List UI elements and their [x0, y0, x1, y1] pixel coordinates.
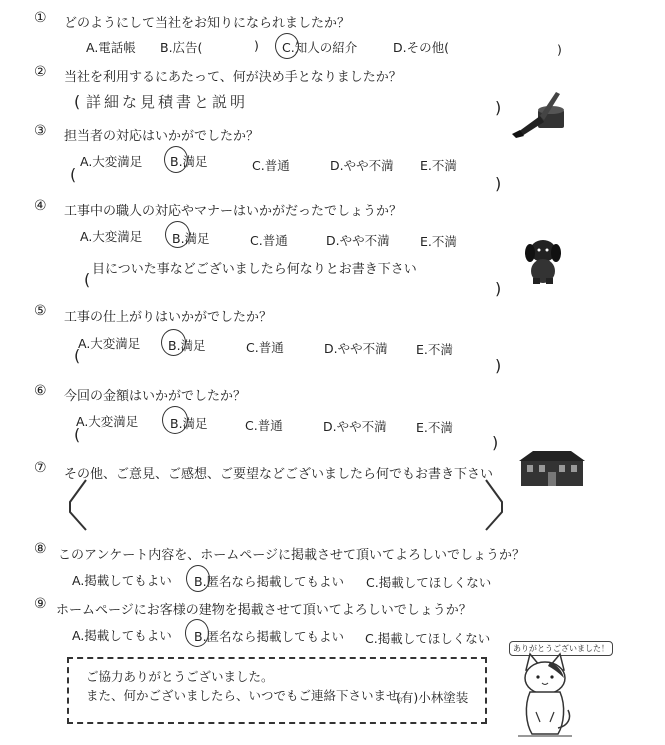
- q3-option-c[interactable]: C.普通: [252, 158, 290, 173]
- q5-question: 工事の仕上がりはいかがでしたか？: [64, 310, 273, 325]
- q3-option-e[interactable]: E.不満: [420, 158, 457, 173]
- q1-option-b-close: ): [254, 38, 259, 53]
- q3-comment-close: ): [495, 174, 502, 193]
- q4-option-a[interactable]: A.大変満足: [80, 229, 143, 244]
- paint-brush-icon: [510, 88, 570, 138]
- q6-comment-close: ): [492, 433, 499, 452]
- q4-comment-instruction: 目についた事などございましたら何なりとお書き下さい: [92, 262, 417, 277]
- q8-option-c[interactable]: C.掲載してほしくない: [366, 575, 492, 590]
- q5-option-a[interactable]: A.大変満足: [78, 336, 141, 351]
- q5-option-c[interactable]: C.普通: [246, 340, 284, 355]
- q5-option-b[interactable]: B.満足: [168, 338, 206, 353]
- q6-option-a[interactable]: A.大変満足: [76, 414, 139, 429]
- q4-comment-open: (: [84, 270, 91, 289]
- thank-you-line1: ご協力ありがとうございました。: [86, 669, 274, 684]
- q9-selection-circle: [185, 619, 209, 647]
- q4-option-c[interactable]: C.普通: [250, 233, 288, 248]
- q6-option-d[interactable]: D.やや不満: [323, 419, 387, 434]
- q5-option-e[interactable]: E.不満: [416, 342, 453, 357]
- q5-comment-close: ): [495, 356, 502, 375]
- q8-selection-circle: [186, 565, 210, 592]
- q4-option-e[interactable]: E.不満: [420, 234, 457, 249]
- q4-comment-close: ): [495, 279, 502, 298]
- q5-number: ⑤: [34, 303, 47, 319]
- q6-option-c[interactable]: C.普通: [245, 418, 283, 433]
- q5-option-d[interactable]: D.やや不満: [324, 341, 388, 356]
- q8-question: このアンケート内容を、ホームページに掲載させて頂いてよろしいでしょうか？: [58, 548, 525, 563]
- q7-number: ⑦: [34, 460, 47, 476]
- q9-option-a[interactable]: A.掲載してもよい: [72, 628, 172, 643]
- q9-number: ⑨: [34, 596, 47, 612]
- q8-number: ⑧: [34, 541, 47, 557]
- q1-selection-circle: [275, 33, 299, 59]
- q6-comment-open: (: [74, 425, 81, 444]
- q6-number: ⑥: [34, 383, 47, 399]
- q7-comment-box[interactable]: [66, 478, 506, 534]
- q1-option-c[interactable]: C.知人の紹介: [282, 40, 358, 55]
- q3-option-b[interactable]: B.満足: [170, 154, 208, 169]
- q1-question: どのようにして当社をお知りになられましたか？: [64, 16, 351, 31]
- q6-option-b[interactable]: B.満足: [170, 416, 208, 431]
- cat-icon: [512, 652, 578, 740]
- q4-selection-circle: [165, 221, 190, 248]
- q6-option-e[interactable]: E.不満: [416, 420, 453, 435]
- q3-question: 担当者の対応はいかがでしたか？: [64, 129, 260, 144]
- dog-icon: [521, 236, 565, 286]
- q4-option-b[interactable]: B.満足: [172, 231, 210, 246]
- q1-option-b[interactable]: B.広告(: [160, 40, 203, 55]
- cat-sticker-text: ありがとうございました！: [509, 641, 613, 656]
- q3-number: ③: [34, 123, 47, 139]
- q8-option-a[interactable]: A.掲載してもよい: [72, 573, 172, 588]
- q4-number: ④: [34, 198, 47, 214]
- thank-you-line2: また、何かございましたら、いつでもご連絡下さいませ。: [86, 688, 411, 703]
- q2-number: ②: [34, 64, 47, 80]
- q5-comment-open: (: [74, 346, 81, 365]
- q1-number: ①: [34, 10, 47, 26]
- q2-question: 当社を利用するにあたって、何が決め手となりましたか？: [64, 70, 402, 85]
- q3-option-a[interactable]: A.大変満足: [80, 154, 143, 169]
- q9-option-b[interactable]: B.匿名なら掲載してもよい: [194, 629, 345, 644]
- q2-handwritten-answer[interactable]: 詳細な見積書と説明: [86, 93, 249, 111]
- q1-option-d[interactable]: D.その他(: [393, 40, 449, 55]
- q7-question: その他、ご意見、ご感想、ご要望などございましたら何でもお書き下さい: [64, 467, 494, 482]
- q5-selection-circle: [161, 329, 186, 356]
- q1-option-a[interactable]: A.電話帳: [86, 40, 136, 55]
- q6-question: 今回の金額はいかがでしたか？: [64, 389, 247, 404]
- q9-question: ホームページにお客様の建物を掲載させて頂いてよろしいでしょうか？: [56, 603, 472, 618]
- q2-answer-open: (: [74, 92, 81, 111]
- q6-selection-circle: [162, 406, 188, 434]
- q9-option-c[interactable]: C.掲載してほしくない: [365, 631, 491, 646]
- q8-option-b[interactable]: B.匿名なら掲載してもよい: [194, 574, 345, 589]
- q4-question: 工事中の職人の対応やマナーはいかがだったでしょうか？: [64, 204, 403, 219]
- q2-answer-close: ): [495, 98, 502, 117]
- company-name: (有)小林塗装: [396, 690, 469, 705]
- q4-option-d[interactable]: D.やや不満: [326, 233, 390, 248]
- house-icon: [519, 448, 585, 488]
- q3-comment-open: (: [70, 165, 77, 184]
- q3-selection-circle: [164, 146, 188, 173]
- q3-option-d[interactable]: D.やや不満: [330, 158, 394, 173]
- q1-option-d-close: ): [557, 42, 562, 57]
